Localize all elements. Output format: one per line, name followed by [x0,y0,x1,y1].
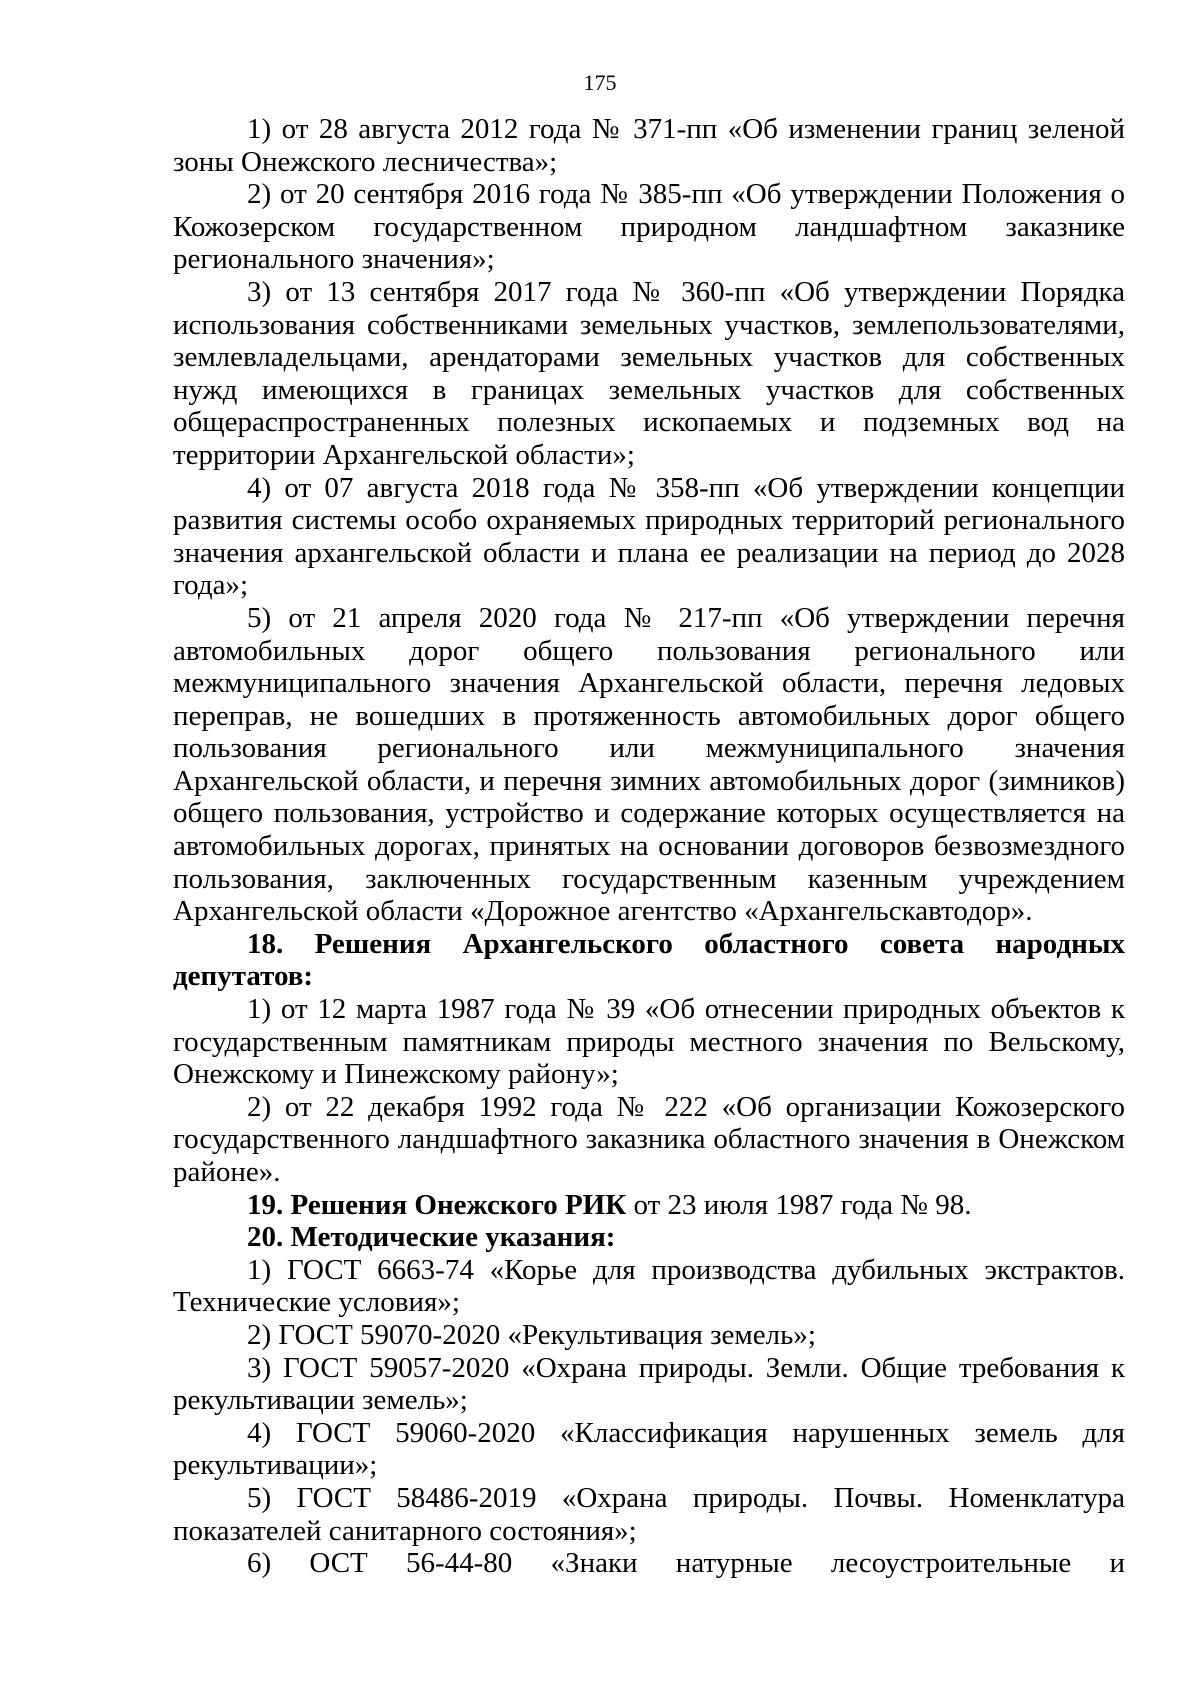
list-item-decision-1: 1) от 12 марта 1987 года № 39 «Об отнесении природных объектов к государственным памятникам природы местного значения по Вельскому, Онежскому и Пинежскому району»; [173,993,1125,1091]
list-item-resolution-4: 4) от 07 августа 2018 года № 358-пп «Об утверждении концепции развития системы особо охраняемых природных территорий регионального значения архангельской области и плана ее реализации на период до 2028 года»; [173,471,1125,602]
list-item-gost-5: 5) ГОСТ 58486-2019 «Охрана природы. Почвы. Номенклатура показателей санитарного состояния»; [173,1481,1125,1547]
list-item-gost-1: 1) ГОСТ 6663-74 «Корье для производства дубильных экстрактов. Технические условия»; [173,1253,1125,1319]
list-item-ost-6: 6) ОСТ 56-44-80 «Знаки натурные лесоустроительные и [247,1547,1125,1580]
list-item-gost-2: 2) ГОСТ 59070-2020 «Рекультивация земель»; [247,1318,816,1351]
list-item-resolution-1: 1) от 28 августа 2012 года № 371-пп «Об изменении границ зеленой зоны Онежского лесничества»; [173,113,1125,178]
list-item-decision-2: 2) от 22 декабря 1992 года № 222 «Об организации Кожозерского государственного ландшафтного заказника областного значения в Онежском районе». [173,1090,1125,1188]
page-number: 175 [583,70,617,95]
section-heading-20: 20. Методические указания: [247,1221,616,1254]
section-heading-18: 18. Решения Архангельского областного совета народных депутатов: [173,927,1125,993]
section-heading-19: 19. Решения Онежского РИК от 23 июля 1987 года № 98. [247,1188,972,1221]
document-body [173,113,1125,1580]
list-item-gost-3: 3) ГОСТ 59057-2020 «Охрана природы. Земли. Общие требования к рекультивации земель»; [173,1351,1125,1417]
list-item-resolution-2: 2) от 20 сентября 2016 года № 385-пп «Об утверждении Положения о Кожозерском государственном природном ландшафтном заказнике регионального значения»; [173,178,1125,276]
list-item-gost-4: 4) ГОСТ 59060-2020 «Классификация нарушенных земель для рекультивации»; [173,1416,1125,1482]
list-item-resolution-3: 3) от 13 сентября 2017 года № 360-пп «Об утверждении Порядка использования собственниками земельных участков, землепользователями, землевладельцами, арендаторами земельных участков для собственных нужд имеющихся в границах земельных участков для собственных общераспространенных полезных ископаемых и подземных вод на территории Архангельской области»; [173,275,1125,471]
list-item-resolution-5: 5) от 21 апреля 2020 года № 217-пп «Об утверждении перечня автомобильных дорог общего пользования регионального или межмуниципального значения Архангельской области, перечня ледовых переправ, не вошедших в протяженность автомобильных дорог общего пользования регионального или межмуниципального значения Архангельской области, и перечня зимних автомобильных дорог (зимников) общего пользования, устройство и содержание которых осуществляется на автомобильных дорогах, принятых на основании договоров безвозмездного пользования, заключенных государственным казенным учреждением Архангельской области «Дорожное агентство «Архангельскавтодор». [173,601,1125,928]
